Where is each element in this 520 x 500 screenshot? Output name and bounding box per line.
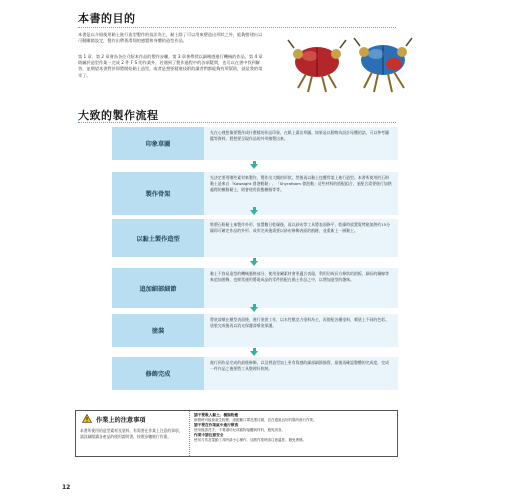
section-title-workflow: 大致的製作流程 bbox=[78, 109, 159, 122]
flow-step-label: 塗裝 bbox=[112, 314, 204, 347]
section-divider bbox=[78, 27, 396, 28]
red-beetle-illustration bbox=[286, 34, 348, 96]
flow-step bbox=[112, 219, 398, 257]
blue-beetle-illustration bbox=[350, 32, 416, 98]
section-divider bbox=[78, 122, 396, 123]
caution-item-heading: 請不要在作業區中進行飲食 bbox=[194, 423, 239, 428]
intro-paragraph-2: 第 1 章、第 2 章會為各位介紹本作品的製作步驟，第 3 章會傳授以細緻感進行機械的作品，第 4 章則屬於造型作業－完成 2 件 F S 的作業外，若遇到了製作過程中的各項疑問，也可以在書中找到解答，並期望本書對於即將開始黏土造型，或者是想要精進技術的讀者們都能夠有所幫助，就是我的榮幸了。 bbox=[78, 54, 263, 78]
caution-item-heading: 作業中請注意安全 bbox=[194, 433, 224, 438]
section-title-purpose: 本書的目的 bbox=[78, 12, 136, 25]
caution-body: 本書所使用的造型素材及塗料，有需要在作業上注意的事項，請詳細閱讀各產品的使用說明書，按照步驟進行作業。 bbox=[80, 428, 183, 439]
flow-step-label: 印象草圖 bbox=[112, 127, 204, 160]
flow-step-description: 先決定要用哪些素材來製作，製作出大概的形狀，然後再以黏土包覆骨架上進行造型。本書所使用的石粉黏土是來自「Kawaight 發泡輕黏」、「Shyrafoam 發泡黏」這些材料的搭配組合，並配合需要進行加熱處理的樹脂黏土，則會使用固態樹脂等等。 bbox=[204, 172, 398, 215]
caution-item-text: 使用刀具及電動工具時請小心操作，加熱作業時請注意溫度，避免燙傷。 bbox=[194, 437, 306, 442]
caution-item-text: 研磨時可能會產生粉塵，請配戴口罩及護目鏡，並在通風良好的場所進行作業。 bbox=[194, 417, 317, 422]
flow-step-label: 以黏土製作造型 bbox=[112, 219, 204, 257]
flow-step-description: 先在心裡想像要製作成什麼樣的作品印象，在紙上畫出草圖。如果是以動物為設計母體的話，可以參考圖鑑等資料，將想要呈現作品的外形繪製出來。 bbox=[204, 127, 398, 160]
flow-step bbox=[112, 268, 398, 308]
flow-step-description: 進行到作品完成的最後修飾，以及替造型加上更有質感的細部細節描寫，最後再確認整體的完成度，完成一件作品之後要將工具整理好收納。 bbox=[204, 357, 398, 390]
down-arrow-icon bbox=[250, 351, 258, 356]
caution-item-text: 使用後請洗手，不要讓幼兒或寵物接觸到材料，避免誤食。 bbox=[194, 427, 285, 432]
flow-step-description: 黏土不容易造型的機械風格部分，使用金屬素材會更適合表現，利用切成長方條狀的鋁板、細長的銅線等來追加裝飾，也經常運用將現成品的零件搭配在黏土作品之中，以增加造型的趣味。 bbox=[204, 268, 398, 308]
caution-box bbox=[75, 410, 398, 457]
flow-step bbox=[112, 314, 398, 347]
caution-summary bbox=[76, 411, 190, 456]
intro-paragraph-1: 本書是以介紹使用黏土進行造型製作的技法為主，黏土除了可以用來塑造出形狀之外，能夠搭建出以可動關節設定，製作出帶著滑翔的感覺和身體的造型作品。 bbox=[78, 32, 263, 44]
down-arrow-icon bbox=[250, 307, 258, 312]
flow-step bbox=[112, 357, 398, 390]
flow-step bbox=[112, 127, 398, 160]
flow-step-description: 堆塑石粉黏土來製作外形，放置數日乾燥後，再以砂布等工具將表面修平，乾燥時放置電烤箱加熱約15分鐘即可確定作品的外形，成形完成後需要以砂布修飾表面的痕跡，並重新上一層黏土。 bbox=[204, 219, 398, 257]
down-arrow-icon bbox=[250, 210, 258, 215]
caution-item-heading: 請不要吸入黏土、樹脂粉塵 bbox=[194, 413, 239, 417]
flow-step-label: 製作骨架 bbox=[112, 172, 204, 215]
caution-item bbox=[194, 433, 392, 442]
caution-details bbox=[194, 413, 392, 444]
down-arrow-icon bbox=[250, 261, 258, 266]
caution-item bbox=[194, 423, 392, 432]
warning-icon bbox=[82, 414, 92, 423]
page-number: 12 bbox=[62, 484, 71, 491]
flow-step-label: 追加細部細節 bbox=[112, 268, 204, 308]
flow-step-label: 修飾完成 bbox=[112, 357, 204, 390]
down-arrow-icon bbox=[250, 164, 258, 169]
flow-step-description: 將底漆噴在模型表面後，進行塗裝工作，以水性壓克力塗料為主，再搭配各種塗料，噴塗上不同的色彩。塗裝完成後再以消光保護漆噴塗保護。 bbox=[204, 314, 398, 347]
caution-item bbox=[194, 413, 392, 422]
caution-title: 作業上的注意事項 bbox=[96, 417, 146, 424]
